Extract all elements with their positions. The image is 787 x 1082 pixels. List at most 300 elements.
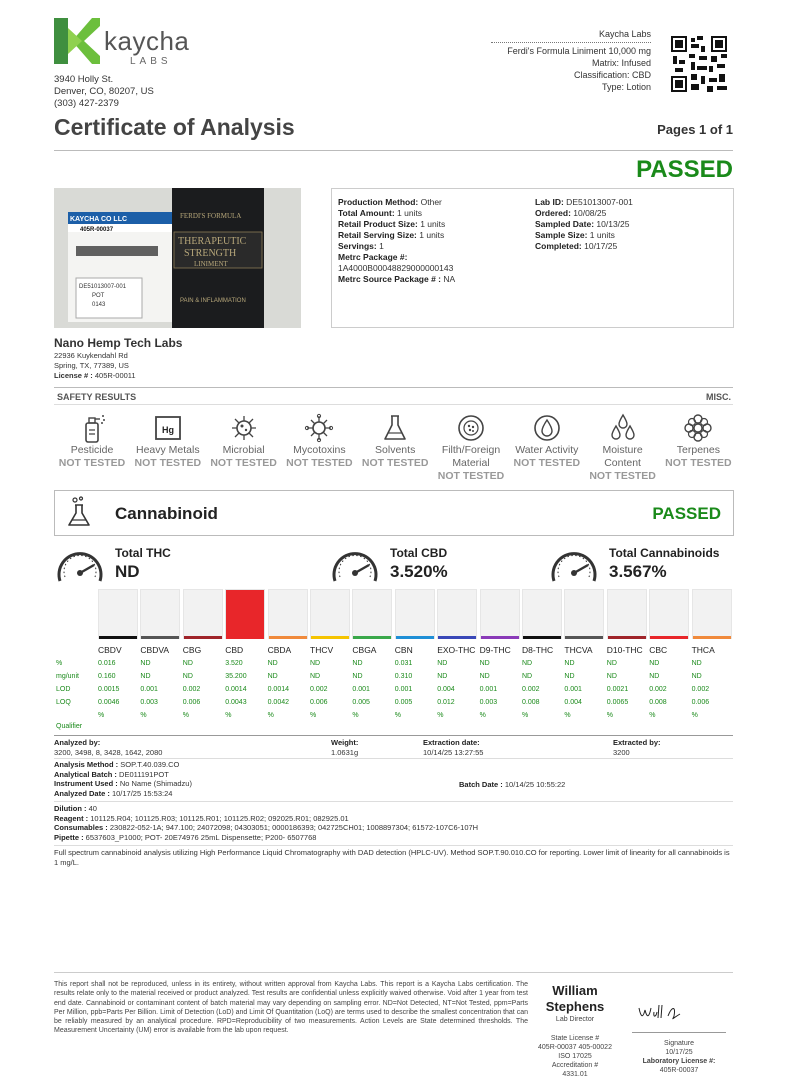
info-row	[338, 230, 727, 241]
bar-cbc	[649, 589, 689, 639]
safety-results-title: SAFETY RESULTS	[57, 392, 137, 402]
cell-lod: 0.002	[522, 686, 540, 693]
info-row	[535, 219, 633, 230]
bar-base	[565, 636, 603, 639]
cell-lod: 0.001	[479, 686, 498, 693]
total-total-cbd	[329, 543, 381, 592]
cell-unit: %	[140, 712, 147, 719]
cannabinoid-name: D9-THC	[479, 645, 511, 655]
cell-lod: 0.001	[352, 686, 370, 693]
misc-title: MISC.	[705, 392, 731, 402]
info-row	[535, 197, 633, 208]
cell-loq: 0.008	[522, 699, 540, 706]
cell-pct: ND	[606, 660, 617, 667]
client-name: Nano Hemp Tech Labs	[54, 336, 183, 350]
cell-loq: 0.003	[479, 699, 498, 706]
signature-image	[636, 1002, 688, 1024]
weight	[331, 738, 358, 757]
logo-labs: LABS	[130, 56, 172, 67]
info-value: 10/17/25	[581, 241, 618, 251]
safety-status: NOT TESTED	[589, 470, 656, 482]
cell-lod: 0.004	[437, 686, 455, 693]
lab-license-label: Laboratory License #:	[642, 1058, 716, 1065]
cell-pct: 0.031	[394, 660, 413, 667]
info-value: 10/08/25	[570, 208, 607, 218]
extraction-date-value: 10/14/25 13:27:55	[423, 747, 484, 757]
cannabinoid-name: CBN	[394, 645, 413, 655]
total-value: ND	[115, 562, 140, 581]
info-value: DE51013007-001	[563, 197, 633, 207]
cannabinoid-name: CBDV	[98, 645, 122, 655]
sample-info-right	[535, 197, 633, 252]
cell-lod: 0.0021	[606, 686, 629, 693]
cannabinoid-result: PASSED	[652, 504, 721, 523]
safety-item-mycotoxins	[281, 412, 357, 470]
disclaimer: This report shall not be reproduced, unless in its entirety, without written approval from Kaycha Labs. This report is a Kaycha Labs certification. The results relate only to the material received or product analyzed. Test results are confidential unless explicitly waived otherwise. Void after 1 year from test end date. Cannabinoid or contaminant content of batch material may vary depending on sampling error. ND=Not Detected, NT=Not Tested, ppm=Parts Per Million, ppb=Parts Per Billion. Limit of Detection (LoD) and Limit Of Quantitation (LoQ) are terms used to describe the smallest concentration that can be reliably measured by an analytical procedure. RPD=Reproducibility of two measurements. Action Levels are State determined thresholds. The Measurement Uncertainty (UM) error is available from the lab upon request.	[54, 981, 528, 1035]
bottle-text-1: THERAPEUTIC	[178, 236, 247, 247]
cell-loq: 0.005	[394, 699, 413, 706]
cannabinoid-name: THCV	[310, 645, 334, 655]
photo-label-id: 405R-00037	[80, 227, 114, 233]
cell-mg: ND	[522, 673, 533, 680]
bar-cbdva	[140, 589, 180, 639]
info-value: 1A4000B00048829000000143	[338, 263, 454, 273]
cell-loq: 0.004	[564, 699, 582, 706]
safety-item-filth-foreign-material	[433, 412, 509, 483]
cell-loq: 0.003	[140, 699, 158, 706]
cell-mg: ND	[437, 673, 448, 680]
safety-icon-wrap	[54, 412, 130, 444]
safety-status: NOT TESTED	[210, 457, 277, 469]
safety-label: Heavy Metals	[135, 444, 200, 456]
cell-pct: ND	[649, 660, 660, 667]
safety-icon-wrap	[509, 412, 585, 444]
gauge-icon	[548, 543, 600, 587]
cell-unit: %	[267, 712, 274, 719]
bottle-text-3: LINIMENT	[194, 260, 228, 268]
bottle-text-4: PAIN & INFLAMMATION	[180, 298, 246, 304]
photo-label-code: DE51013007-001	[79, 284, 127, 290]
pipette-label: Pipette :	[54, 832, 84, 842]
safety-status: NOT TESTED	[286, 457, 353, 469]
cell-loq: 0.0065	[606, 699, 629, 706]
bar-base	[311, 636, 349, 639]
product-name: Ferdi's Formula Liniment 10,000 mg	[507, 46, 651, 56]
cell-lod: 0.001	[564, 686, 582, 693]
safety-item-moisture-content	[585, 412, 661, 483]
cell-pct: 3.520	[225, 660, 243, 667]
overall-result-badge: PASSED	[636, 156, 733, 183]
bar-d9-thc	[480, 589, 520, 639]
product-photo-image	[54, 188, 301, 328]
info-value: 1 units	[417, 219, 446, 229]
cell-mg: ND	[606, 673, 617, 680]
info-key: Servings:	[338, 241, 377, 251]
cannabinoid-name: CBD	[225, 645, 244, 655]
sample-info-box	[331, 188, 734, 328]
total-value: 3.567%	[609, 562, 667, 581]
info-value: Other	[418, 197, 442, 207]
flask-icon	[66, 496, 92, 528]
product-type: Type: Lotion	[601, 82, 651, 92]
safety-icon-wrap	[433, 412, 509, 444]
cell-mg: 0.310	[394, 673, 413, 680]
cell-lod: 0.0015	[98, 686, 120, 693]
extracted-by-label: Extracted by:	[613, 738, 661, 747]
cannabinoid-name: D8-THC	[522, 645, 554, 655]
cannabinoid-name: D10-THC	[606, 645, 643, 655]
consumables-value: 230822-052-1A; 947.100; 24072098; 04303051; 0000186393; 042725CH01; 1008897304; 61572-107C6-107H	[107, 823, 479, 832]
client-address-line: 22936 Kuykendahl Rd	[54, 351, 128, 360]
bar-base	[693, 636, 731, 639]
gauge-icon	[329, 543, 381, 587]
bar-d8-thc	[522, 589, 562, 639]
iso: ISO 17025	[558, 1053, 592, 1060]
safety-status: NOT TESTED	[437, 470, 505, 482]
signature-date: 10/17/25	[665, 1049, 693, 1056]
bar-base	[99, 636, 137, 639]
photo-label-num: 0143	[92, 302, 106, 308]
cannabinoid-name: CBDA	[267, 645, 292, 655]
cell-unit: %	[310, 712, 317, 719]
cannabinoid-name: EXO-THC	[437, 645, 476, 655]
page-title: Certificate of Analysis	[54, 114, 295, 140]
flask-icon	[380, 412, 410, 444]
cell-pct: ND	[352, 660, 363, 667]
cell-pct: 0.016	[98, 660, 116, 667]
bar-fill	[226, 590, 264, 638]
cell-mg: 35.200	[225, 673, 247, 680]
cell-pct: ND	[564, 660, 575, 667]
signer-name	[537, 983, 613, 1015]
signature-block	[629, 1039, 729, 1075]
safety-label: Moisture Content	[602, 444, 643, 469]
lab-license: 405R-00037	[659, 1067, 699, 1074]
method-note: Full spectrum cannabinoid analysis utilizing High Performance Liquid Chromatography with DAD detection (HPLC-UV). Method SOP.T.90.010.CO for reporting. Lower limit of linearity for all cannabinoids is 1 mg/L.	[54, 848, 730, 867]
weight-label: Weight:	[331, 738, 359, 747]
cannabinoid-name: CBGA	[352, 645, 377, 655]
safety-label: Microbial	[222, 444, 265, 456]
bar-base	[184, 636, 222, 639]
bar-exo-thc	[437, 589, 477, 639]
state-license: 405R-00037 405-00022	[538, 1044, 612, 1051]
client-address	[54, 351, 136, 381]
cell-loq: 0.006	[310, 699, 328, 706]
cell-mg: ND	[267, 673, 278, 680]
total-total-cannabinoids	[548, 543, 600, 592]
cell-unit: %	[225, 712, 232, 719]
cell-unit: %	[394, 712, 402, 719]
cell-loq: 0.0043	[225, 699, 247, 706]
info-value: 1 units	[416, 230, 445, 240]
bar-base	[396, 636, 434, 639]
safety-status: NOT TESTED	[665, 457, 732, 469]
total-value: 3.520%	[390, 562, 448, 581]
info-key: Production Method:	[338, 197, 419, 207]
cell-lod: 0.002	[691, 686, 710, 693]
info-value: 1	[376, 241, 384, 251]
cell-lod: 0.0014	[267, 686, 290, 693]
cell-pct: ND	[437, 660, 448, 667]
bar-base	[438, 636, 476, 639]
bar-base	[608, 636, 646, 639]
cannabinoid-name: THCVA	[564, 645, 593, 655]
cell-lod: 0.0014	[225, 686, 247, 693]
safety-label: Mycotoxins	[293, 444, 346, 456]
analyzed-by-label: Analyzed by:	[54, 738, 101, 747]
row-label: mg/unit	[56, 673, 79, 680]
cell-mg: ND	[310, 673, 321, 680]
bar-cbn	[395, 589, 435, 639]
accreditation-label: Accreditation #	[551, 1062, 599, 1069]
cell-loq: 0.005	[352, 699, 370, 706]
safety-label: Terpenes	[676, 444, 720, 456]
safety-item-microbial	[206, 412, 282, 470]
hg-icon	[153, 412, 183, 444]
cell-pct: ND	[182, 660, 193, 667]
safety-icon-wrap	[130, 412, 206, 444]
reagent-value: 101125.R04; 101125.R03; 101125.R01; 101125.R02; 092025.R01; 082925.01	[88, 813, 349, 823]
row-label: LOD	[56, 686, 71, 693]
info-key: Metrc Package #:	[338, 252, 408, 262]
spray-icon	[77, 412, 107, 444]
signature-label: Signature	[664, 1040, 694, 1047]
cannabinoid-name: THCA	[691, 645, 715, 655]
safety-label: Solvents	[375, 444, 416, 456]
flower-icon	[683, 412, 713, 444]
reagent-label: Reagent :	[54, 813, 89, 823]
microbe-icon	[229, 412, 259, 444]
product-summary	[491, 28, 651, 93]
safety-status: NOT TESTED	[58, 457, 126, 469]
cell-lod: 0.001	[140, 686, 158, 693]
info-row	[535, 241, 633, 252]
bar-base	[226, 636, 264, 639]
photo-label-pot: POT	[92, 293, 105, 299]
info-row	[338, 252, 727, 263]
total-label: Total Cannabinoids	[609, 546, 720, 560]
total-label: Total CBD	[390, 546, 448, 560]
info-value: 1 units	[394, 208, 423, 218]
info-value: 10/13/25	[594, 219, 630, 229]
cell-mg: ND	[649, 673, 660, 680]
row-label: Qualifier	[56, 723, 83, 730]
cell-unit: %	[606, 712, 614, 719]
info-row	[535, 230, 633, 241]
bar-cbd	[225, 589, 265, 639]
info-row	[338, 197, 727, 208]
cell-loq: 0.0042	[267, 699, 290, 706]
lab-address	[54, 74, 154, 110]
row-label: LOQ	[56, 699, 71, 706]
bar-base	[353, 636, 391, 639]
cell-lod: 0.002	[182, 686, 201, 693]
accreditation: 4331.01	[562, 1071, 588, 1078]
cell-mg: ND	[352, 673, 363, 680]
safety-icon-wrap	[281, 412, 357, 444]
cell-lod: 0.002	[649, 686, 667, 693]
safety-status: NOT TESTED	[513, 457, 581, 469]
info-row	[338, 219, 727, 230]
matrix: Matrix: Infused	[591, 58, 651, 68]
cell-unit: %	[691, 712, 698, 719]
analyzed-by-value: 3200, 3498, 8, 3428, 1642, 2080	[54, 747, 163, 757]
extraction-date	[423, 738, 483, 757]
gauge-icon	[54, 543, 106, 587]
safety-label: Water Activity	[515, 444, 579, 456]
photo-label-company: KAYCHA CO LLC	[70, 216, 128, 223]
bar-base	[650, 636, 688, 639]
batch-value: DE011191POT	[116, 769, 169, 779]
cell-unit: %	[352, 712, 359, 719]
cell-unit: %	[98, 712, 105, 719]
signer-role: Lab Director	[555, 1016, 595, 1023]
safety-icon-wrap	[357, 412, 433, 444]
cell-mg: ND	[182, 673, 193, 680]
cell-loq: 0.008	[649, 699, 667, 706]
safety-item-pesticide	[54, 412, 130, 470]
info-row	[535, 208, 633, 219]
cell-loq: 0.0046	[98, 699, 120, 706]
info-key: Lab ID:	[535, 197, 564, 207]
product-photo	[54, 188, 301, 328]
analyzed-date-label: Analyzed Date :	[54, 788, 110, 798]
cell-unit: %	[182, 712, 190, 719]
cell-mg: ND	[564, 673, 575, 680]
bar-thcv	[310, 589, 350, 639]
bar-d10-thc	[607, 589, 647, 639]
cell-loq: 0.006	[182, 699, 201, 706]
cell-mg: 0.160	[98, 673, 116, 680]
info-key: Completed:	[535, 241, 582, 251]
bar-cbdv	[98, 589, 138, 639]
method-block	[54, 760, 192, 798]
batch-label: Analytical Batch :	[54, 769, 117, 779]
analyzed-date-value: 10/17/25 15:53:24	[109, 788, 173, 798]
method-value: SOP.T.40.039.CO	[118, 760, 180, 769]
cell-unit: %	[564, 712, 571, 719]
bar-base	[481, 636, 519, 639]
bar-cbg	[183, 589, 223, 639]
cell-unit: %	[437, 712, 444, 719]
water-drop-icon	[532, 412, 562, 444]
instrument-value: No Name (Shimadzu)	[117, 779, 192, 788]
signer-first: William	[552, 983, 598, 998]
info-key: Total Amount:	[338, 208, 395, 218]
info-value: NA	[441, 274, 456, 284]
safety-icon-wrap	[585, 412, 661, 444]
batch-date-value: 10/14/25 10:55:22	[502, 780, 566, 789]
bottle-text-2: STRENGTH	[184, 248, 237, 259]
cell-lod: 0.002	[310, 686, 328, 693]
cell-mg: ND	[479, 673, 490, 680]
info-row	[338, 263, 727, 274]
cannabinoid-name: CBG	[182, 645, 202, 655]
info-row	[338, 241, 727, 252]
svg-text:Hg: Hg	[161, 425, 174, 435]
extracted-by-value: 3200	[613, 747, 630, 757]
info-row	[338, 208, 727, 219]
total-label: Total THC	[115, 546, 171, 560]
safety-status: NOT TESTED	[361, 457, 429, 469]
bottle-brand: FERDI'S FORMULA	[180, 212, 242, 220]
safety-label: Pesticide	[70, 444, 114, 456]
cell-pct: ND	[267, 660, 278, 667]
info-key: Sampled Date:	[535, 219, 595, 229]
cell-loq: 0.012	[437, 699, 455, 706]
info-key: Sample Size:	[535, 230, 588, 240]
info-row	[338, 274, 727, 285]
cannabinoid-name: CBDVA	[140, 645, 170, 655]
cannabinoid-title: Cannabinoid	[115, 504, 218, 523]
weight-value: 1.0631g	[331, 747, 359, 757]
cell-pct: ND	[522, 660, 533, 667]
dilution-label: Dilution :	[54, 804, 87, 813]
classification: Classification: CBD	[573, 70, 651, 80]
bar-cbga	[352, 589, 392, 639]
logo-name: kaycha	[104, 26, 190, 56]
total-total-thc	[54, 543, 106, 592]
extraction-date-label: Extraction date:	[423, 738, 480, 747]
pipette-value: 6537603_P1000; POT- 20E74976 25mL Dispensette; P200- 6507768	[83, 832, 317, 842]
bar-base	[523, 636, 561, 639]
page-count: Pages 1 of 1	[657, 122, 733, 137]
sample-info-left	[338, 197, 727, 285]
safety-item-heavy-metals	[130, 412, 206, 470]
row-label: %	[56, 660, 63, 667]
bar-base	[269, 636, 307, 639]
lab-name: Kaycha Labs	[598, 29, 651, 39]
magnifier-icon	[456, 412, 486, 444]
address-line: Denver, CO, 80207, US	[54, 86, 154, 97]
address-line: 3940 Holly St.	[54, 74, 114, 85]
info-key: Retail Serving Size:	[338, 230, 417, 240]
info-key: Metrc Source Package # :	[338, 274, 441, 284]
bar-thca	[692, 589, 732, 639]
info-key: Retail Product Size:	[338, 219, 418, 229]
cell-pct: ND	[479, 660, 490, 667]
cell-loq: 0.006	[691, 699, 710, 706]
cell-lod: 0.001	[394, 686, 413, 693]
safety-status: NOT TESTED	[134, 457, 202, 469]
state-license-label: State License #	[550, 1035, 600, 1042]
reagents-block	[54, 804, 478, 842]
analyzed-by	[54, 738, 162, 757]
safety-icon-wrap	[660, 412, 736, 444]
client-license-label: License # :	[54, 371, 93, 380]
qr-code-icon[interactable]	[671, 36, 727, 92]
virus-icon	[304, 412, 334, 444]
extracted-by	[613, 738, 661, 757]
cell-unit: %	[649, 712, 656, 719]
info-key: Ordered:	[535, 208, 571, 218]
safety-item-solvents	[357, 412, 433, 470]
cell-mg: ND	[140, 673, 151, 680]
safety-label: Filth/Foreign Material	[441, 444, 501, 469]
cannabinoid-name: CBC	[649, 645, 668, 655]
batch-date-label: Batch Date :	[459, 780, 503, 789]
address-line: (303) 427-2379	[54, 98, 119, 109]
consumables-label: Consumables :	[54, 823, 108, 832]
instrument-label: Instrument Used :	[54, 779, 118, 788]
cell-pct: ND	[310, 660, 321, 667]
bar-cbda	[268, 589, 308, 639]
kaycha-logo-icon	[54, 18, 100, 64]
safety-item-water-activity	[509, 412, 585, 470]
method-label: Analysis Method :	[54, 760, 119, 769]
bar-thcva	[564, 589, 604, 639]
client-address-line: Spring, TX, 77389, US	[54, 361, 129, 370]
